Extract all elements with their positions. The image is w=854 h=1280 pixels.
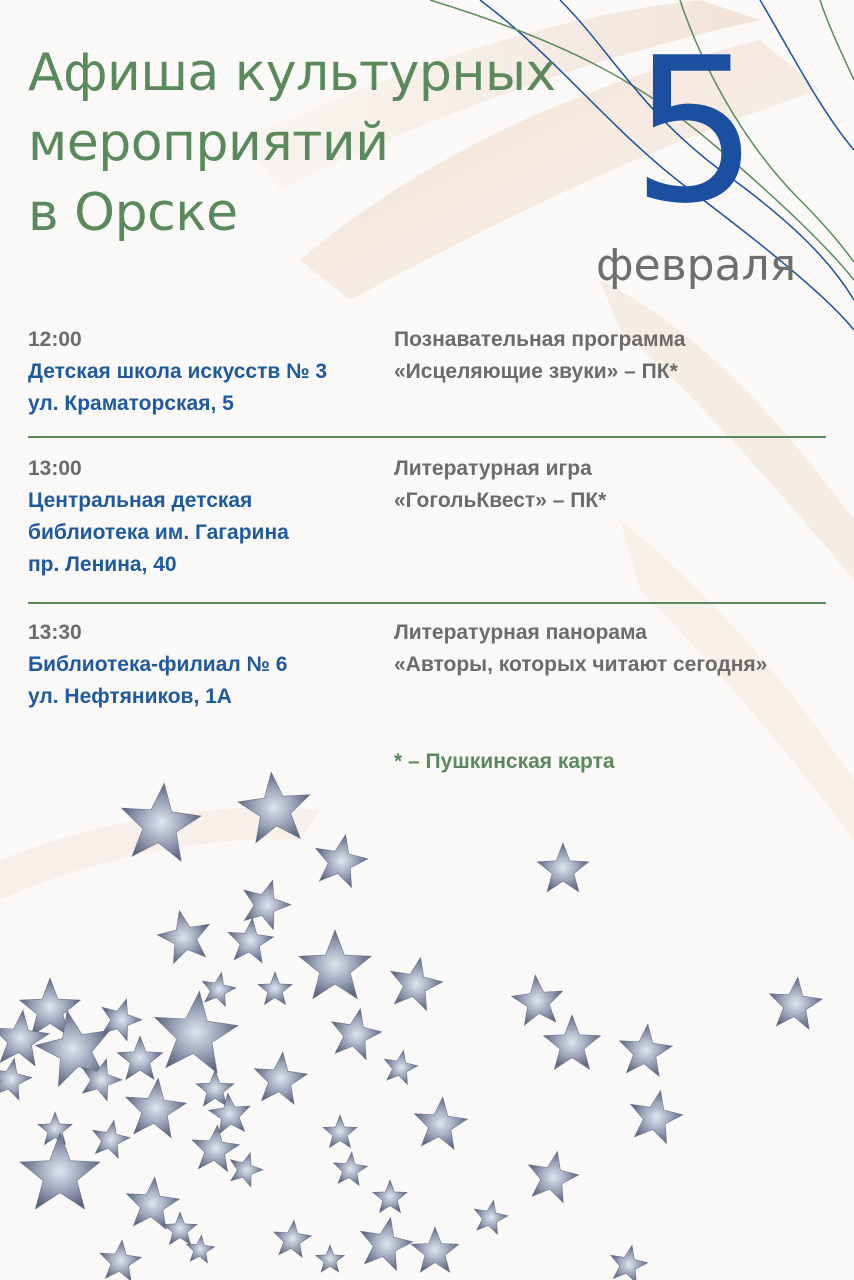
star-decoration bbox=[544, 1015, 601, 1069]
star-decoration bbox=[117, 1036, 163, 1079]
star-decoration bbox=[391, 958, 443, 1011]
star-decoration bbox=[529, 1152, 579, 1203]
event-program-type: Познавательная программа bbox=[394, 328, 686, 351]
star-decoration bbox=[157, 911, 209, 964]
star-decoration bbox=[411, 1227, 459, 1272]
event-venue-address: ул. Краматорская, 5 bbox=[28, 392, 234, 415]
pushkin-card-footnote: * – Пушкинская карта bbox=[394, 750, 615, 773]
star-decoration bbox=[299, 930, 371, 999]
star-decoration bbox=[611, 1245, 648, 1280]
star-decoration bbox=[474, 1200, 508, 1234]
star-decoration bbox=[254, 1052, 307, 1104]
date-month: февраля bbox=[596, 240, 797, 291]
star-decoration bbox=[186, 1235, 214, 1263]
star-decoration bbox=[202, 972, 236, 1006]
star-decoration bbox=[230, 1153, 263, 1187]
event-venue-name: Библиотека-филиал № 6 bbox=[28, 653, 288, 676]
event-venue-address: пр. Ленина, 40 bbox=[28, 553, 177, 576]
event-program-title: «Авторы, которых читают сегодня» bbox=[394, 653, 768, 676]
star-decoration bbox=[228, 918, 274, 963]
event-program-type: Литературная панорама bbox=[394, 621, 647, 644]
event-venue-name: библиотека им. Гагарина bbox=[28, 521, 289, 544]
star-decoration bbox=[537, 843, 588, 892]
star-decoration bbox=[769, 977, 822, 1029]
star-decoration bbox=[126, 1177, 179, 1229]
star-decoration bbox=[209, 1093, 251, 1134]
star-decoration bbox=[100, 1240, 142, 1280]
event-venue-name: Детская школа искусств № 3 bbox=[28, 360, 328, 383]
star-decoration bbox=[93, 1120, 130, 1158]
title-line: Афиша культурных bbox=[28, 43, 556, 103]
event-time: 13:30 bbox=[28, 621, 82, 644]
event-venue-name: Центральная детская bbox=[28, 489, 253, 512]
star-decoration bbox=[258, 972, 292, 1005]
star-decoration bbox=[414, 1097, 467, 1149]
star-decoration bbox=[102, 999, 142, 1041]
event-program-type: Литературная игра bbox=[394, 457, 592, 480]
star-decoration bbox=[619, 1024, 672, 1076]
title-line: в Орске bbox=[28, 183, 238, 243]
event-program-title: «Исцеляющие звуки» – ПК* bbox=[394, 360, 678, 383]
star-decoration bbox=[126, 1078, 187, 1137]
star-decoration bbox=[274, 1220, 312, 1257]
star-decoration bbox=[316, 1245, 345, 1272]
star-decoration bbox=[316, 835, 368, 888]
star-decoration bbox=[512, 975, 563, 1025]
event-venue-address: ул. Нефтяников, 1А bbox=[28, 685, 232, 708]
star-decoration bbox=[238, 772, 310, 843]
event-program-title: «ГогольКвест» – ПК* bbox=[394, 489, 607, 512]
date-day: 5 bbox=[631, 15, 759, 248]
star-decoration bbox=[332, 1009, 382, 1060]
star-decoration bbox=[0, 1058, 32, 1100]
star-decoration bbox=[334, 1152, 368, 1185]
star-decoration bbox=[373, 1180, 407, 1213]
title-line: мероприятий bbox=[28, 113, 389, 173]
star-decoration bbox=[20, 1133, 100, 1209]
star-decoration bbox=[631, 1091, 683, 1144]
star-decoration bbox=[122, 783, 201, 861]
event-time: 13:00 bbox=[28, 457, 82, 480]
star-decoration bbox=[163, 1212, 197, 1245]
star-decoration bbox=[192, 1125, 239, 1172]
star-decoration bbox=[361, 1218, 413, 1271]
star-decoration bbox=[323, 1115, 357, 1148]
star-decoration bbox=[38, 1112, 72, 1145]
event-time: 12:00 bbox=[28, 328, 82, 351]
star-decoration bbox=[384, 1050, 418, 1084]
